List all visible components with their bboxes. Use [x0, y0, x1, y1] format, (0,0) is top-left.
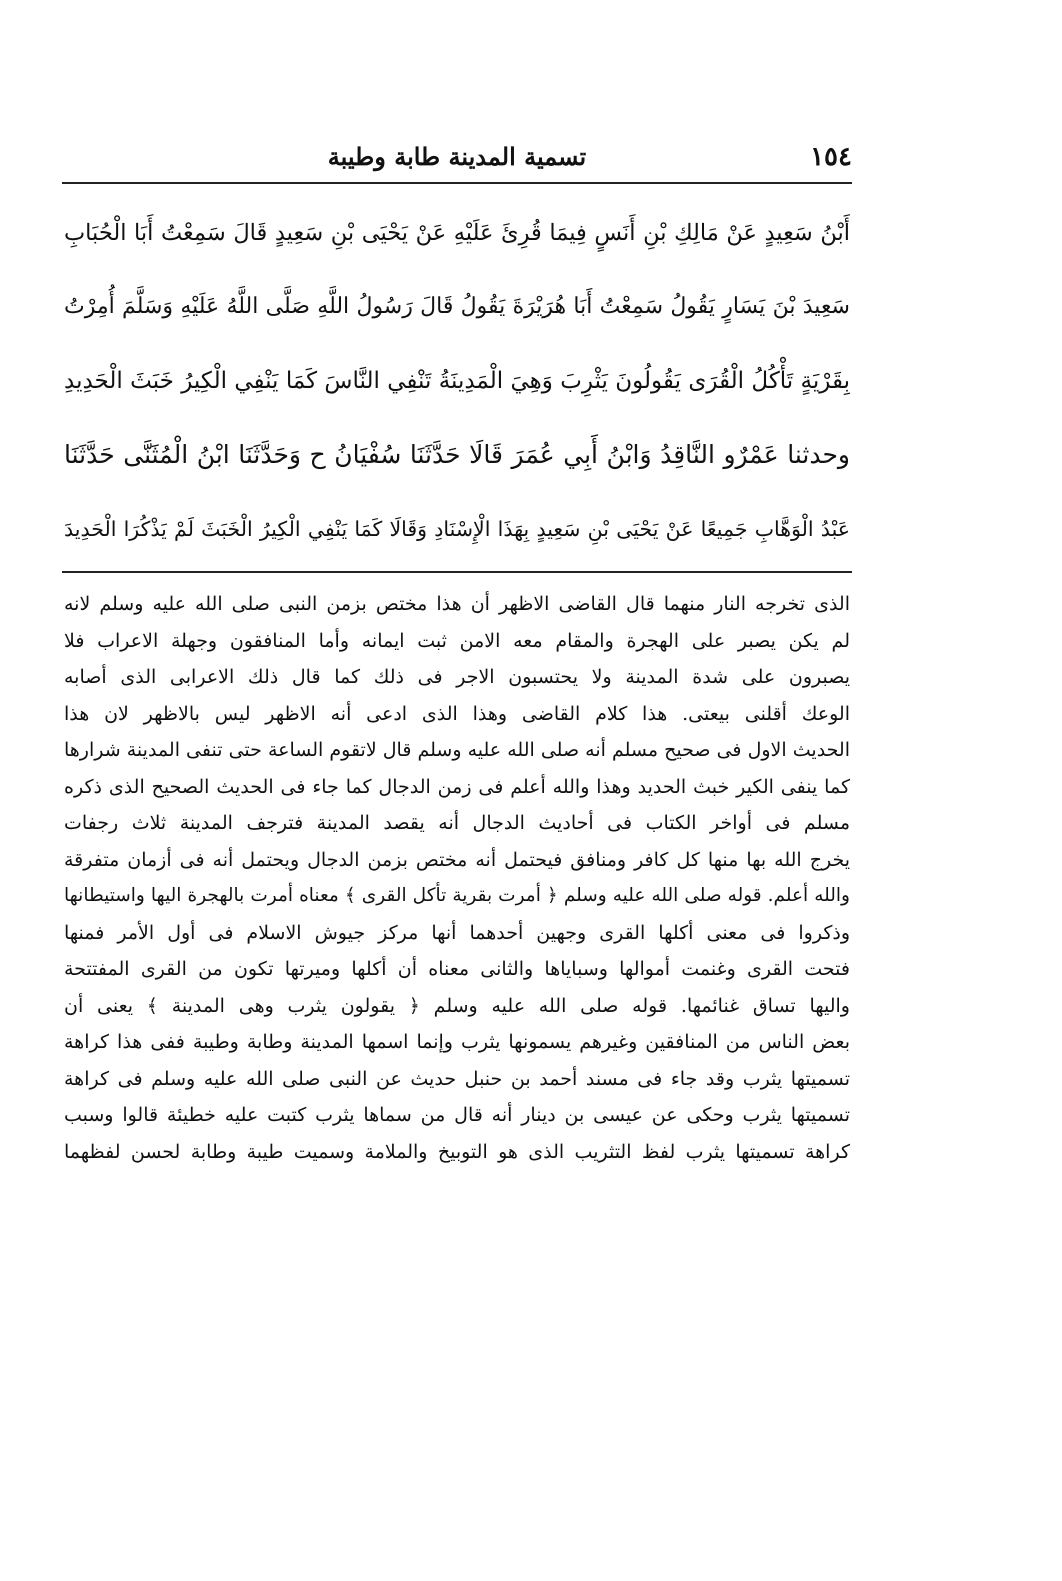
commentary-line: الذى تخرجه النار منهما قال القاضى الاظهر أن هذا مختص بزمن النبى صلى الله عليه وسلم لانه	[64, 593, 850, 615]
commentary-line: فتحت القرى وغنمت أموالها وسباياها والثانى معناه أن أكلها وميرتها تكون من القرى المفتتحة	[64, 958, 850, 980]
page-number: ١٥٤	[810, 142, 852, 172]
commentary-line: تسميتها يثرب وحكى عن عيسى بن دينار أنه قال من سماها يثرب كتبت عليه خطيئة قالوا وسبب	[64, 1104, 850, 1126]
commentary-line: كما ينفى الكير خبث الحديد وهذا والله أعلم فى زمن الدجال كما جاء فى الحديث الصحيح الذى ذكره	[64, 775, 850, 798]
hadith-line: بِقَرْيَةٍ تَأْكُلُ الْقُرَى يَقُولُونَ يَثْرِبَ وَهِيَ الْمَدِينَةُ تَنْفِي النَّاسَ كَمَا يَنْفِي الْكِيرُ خَبَثَ الْحَدِيدِ	[64, 368, 850, 394]
commentary-text	[64, 586, 850, 1170]
commentary-line: مسلم فى أواخر الكتاب فى أحاديث الدجال أنه يقصد المدينة فترجف المدينة ثلاث رجفات	[64, 812, 850, 834]
commentary-line: الوعك أقلنى بيعتى. هذا كلام القاضى وهذا الذى ادعى أنه الاظهر ليس بالاظهر لان هذا	[64, 702, 850, 725]
hadith-line: سَعِيدَ بْنَ يَسَارٍ يَقُولُ سَمِعْتُ أَبَا هُرَيْرَةَ يَقُولُ قَالَ رَسُولُ اللَّهِ صَلَّى اللَّهُ عَلَيْهِ وَسَلَّمَ أُمِرْتُ	[64, 294, 850, 319]
commentary-line: كراهة تسميتها يثرب لفظ التثريب الذى هو التوبيخ والملامة وسميت طيبة وطابة لحسن لفظهما	[64, 1140, 850, 1163]
commentary-line: بعض الناس من المنافقين وغيرهم يسمونها يثرب وإنما اسمها المدينة وطابة وطيبة ففى هذا كراهة	[64, 1031, 850, 1053]
commentary-line: الحديث الاول فى صحيح مسلم أنه صلى الله عليه وسلم قال لاتقوم الساعة حتى تنفى المدينة شرارها	[64, 739, 850, 761]
hadith-line: عَبْدُ الْوَهَّابِ جَمِيعًا عَنْ يَحْيَى بْنِ سَعِيدٍ بِهَذَا الْإِسْنَادِ وَقَالَا كَمَا يَنْفِي الْكِيرُ الْخَبَثَ لَمْ يَذْكُرَا الْحَدِيدَ	[64, 517, 850, 541]
commentary-line: لم يكن يصبر على الهجرة والمقام معه الامن ثبت ايمانه وأما المنافقون وجهلة الاعراب فلا	[64, 629, 850, 652]
hadith-line: أَبْنُ سَعِيدٍ عَنْ مَالِكِ بْنِ أَنَسٍ فِيمَا قُرِئَ عَلَيْهِ عَنْ يَحْيَى بْنِ سَعِيدٍ قَالَ سَمِعْتُ أَبَا الْحُبَابِ	[64, 220, 850, 246]
commentary-line: تسميتها يثرب وقد جاء فى مسند أحمد بن حنبل حديث عن النبى صلى الله عليه وسلم فى كراهة	[64, 1067, 850, 1090]
commentary-line: يخرج الله بها منها كل كافر ومنافق فيحتمل أنه مختص بزمن الدجال ويحتمل أنه فى أزمان متفرقة	[64, 848, 850, 871]
running-title: تسمية المدينة طابة وطيبة	[327, 142, 587, 171]
page-header	[62, 140, 852, 180]
header-rule	[62, 182, 852, 184]
hadith-line: وحدثنا عَمْرٌو النَّاقِدُ وَابْنُ أَبِي عُمَرَ قَالَا حَدَّثَنَا سُفْيَانُ ح وَحَدَّثَنَا ابْنُ الْمُثَنَّى حَدَّثَنَا	[64, 440, 850, 469]
commentary-line: والله أعلم. قوله صلى الله عليه وسلم ﴿ أمرت بقرية تأكل القرى ﴾ معناه أمرت بالهجرة اليها واستيطانها	[64, 885, 850, 906]
commentary-line: يصبرون على شدة المدينة ولا يحتسبون الاجر فى ذلك كما قال ذلك الاعرابى الذى أصابه	[64, 666, 850, 688]
hadith-text	[64, 196, 850, 566]
commentary-line: وذكروا فى معنى أكلها القرى وجهين أحدهما أنها مركز جيوش الاسلام فى أول الأمر فمنها	[64, 921, 850, 944]
commentary-line: واليها تساق غنائمها. قوله صلى الله عليه وسلم ﴿ يقولون يثرب وهى المدينة ﴾ يعنى أن	[64, 994, 850, 1017]
section-divider	[62, 571, 852, 573]
